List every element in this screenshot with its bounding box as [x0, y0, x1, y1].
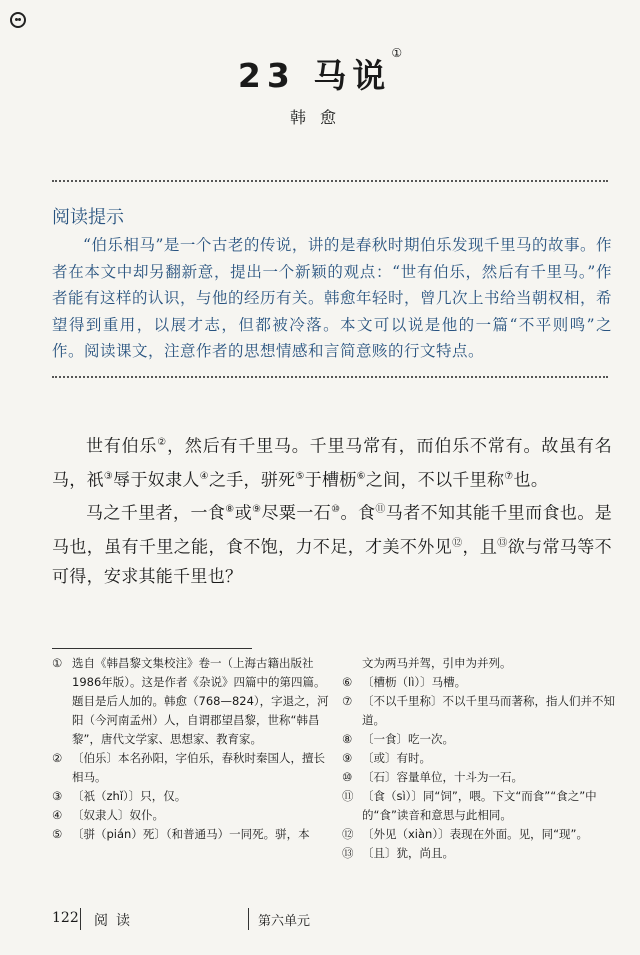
main-text	[52, 428, 612, 592]
footnote: ⑪ 〔食（sì）〕同“饲”，喂。下文“而食”“食之”中的“食”读音和意思与此相同。	[342, 789, 597, 822]
footnote: ④ 〔奴隶人〕奴仆。	[52, 808, 164, 822]
footnotes-right	[342, 654, 618, 863]
divider-bottom	[52, 376, 608, 378]
footnote: ⑧ 〔一食〕吃一次。	[342, 732, 454, 746]
footnote: ⑨ 〔或〕有时。	[342, 751, 431, 765]
footnote-rule	[52, 648, 252, 649]
footer-unit: 第六单元	[258, 914, 311, 929]
divider-top	[52, 180, 608, 182]
footer-divider	[248, 908, 249, 930]
footer-divider	[80, 908, 81, 930]
footnote: ⑩ 〔石〕容量单位，十斗为一石。	[342, 770, 523, 784]
author: 韩愈	[289, 108, 350, 127]
footnote: ⑬ 〔且〕犹，尚且。	[342, 846, 454, 860]
footnote: ⑫ 〔外见（xiàn）〕表现在外面。见，同“现”。	[342, 827, 588, 841]
footnote: ⑤ 〔骈（pián）死〕（和普通马）一同死。骈，本	[52, 827, 310, 841]
reading-hint-heading: 阅读提示	[52, 207, 124, 228]
footnote: ① 选自《韩昌黎文集校注》卷一（上海古籍出版社1986年版）。这是作者《杂说》四篇中的第四篇。题目是后人加的。韩愈（768—824），字退之，河阳（今河南孟州）人，自谓郡望昌黎，世称“韩昌黎”，唐代文学家、思想家、教育家。	[52, 656, 329, 746]
paragraph-1: 世有伯乐②，然后有千里马。千里马常有，而伯乐不常有。故虽有名马，祇③辱于奴隶人④之手，骈死⑤于槽枥⑥之间，不以千里称⑦也。	[52, 436, 613, 491]
footnote-continuation: 文为两马并驾，引申为并列。	[362, 656, 512, 670]
reading-hint-text: “伯乐相马”是一个古老的传说，讲的是春秋时期伯乐发现千里马的故事。作者在本文中却另翻新意，提出一个新颖的观点：“世有伯乐，然后有千里马。”作者能有这样的认识，与他的经历有关。韩愈年轻时，曾几次上书给当朝权相，希望得到重用，以展才志，但都被冷落。本文可以说是他的一篇“不平则鸣”之作。阅读课文，注意作者的思想情感和言简意赅的行文特点。	[52, 236, 613, 360]
lesson-title: 23 马说①	[237, 46, 403, 95]
smiley-icon	[10, 12, 26, 28]
footnote: ⑦ 〔不以千里称〕不以千里马而著称，指人们并不知道。	[342, 694, 615, 727]
footnotes-left	[52, 654, 330, 844]
footnote: ⑥ 〔槽枥（lì）〕马槽。	[342, 675, 467, 689]
footnote: ② 〔伯乐〕本名孙阳，字伯乐，春秋时秦国人，擅长相马。	[52, 751, 325, 784]
footer-section: 阅读	[94, 913, 138, 929]
paragraph-2: 马之千里者，一食⑧或⑨尽粟一石⑩。食⑪马者不知其能千里而食也。是马也，虽有千里之能，食不饱，力不足，才美不外见⑫，且⑬欲与常马等不可得，安求其能千里也？	[52, 503, 613, 587]
footnote: ③ 〔祇（zhǐ）〕只，仅。	[52, 789, 187, 803]
page-number: 122	[52, 910, 79, 926]
